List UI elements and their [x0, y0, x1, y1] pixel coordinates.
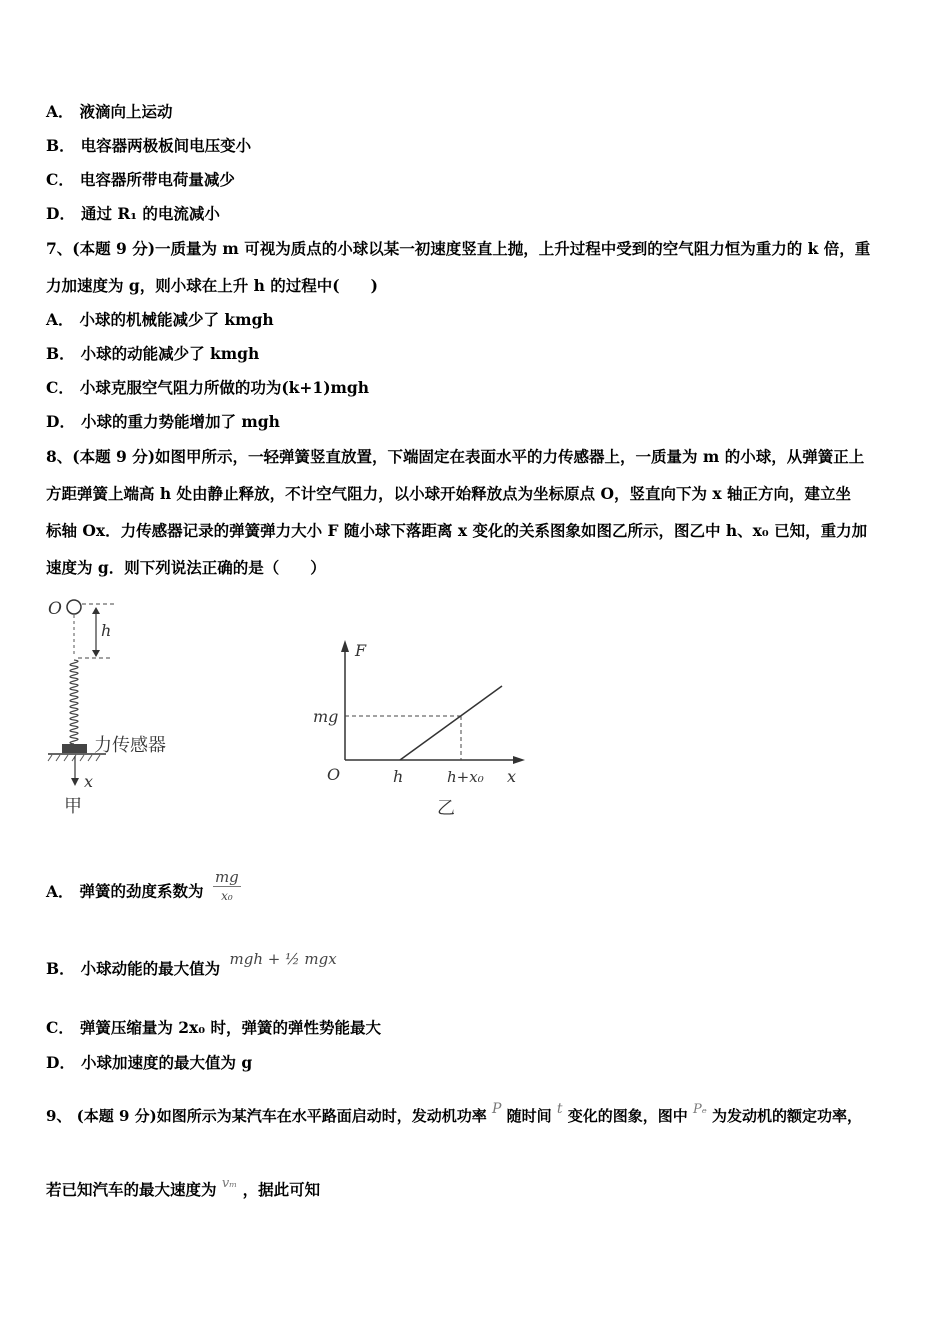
- q9-text-part1: 9、 (本题 9 分)如图所示为某汽车在水平路面启动时，发动机功率: [46, 1107, 487, 1125]
- q6-option-c: [46, 170, 235, 190]
- time-symbol: t: [556, 1101, 563, 1117]
- option-label: B．: [46, 959, 75, 978]
- option-label: C．: [46, 378, 74, 397]
- q7-stem-line2: 力加速度为 g，则小球在上升 h 的过程中( ): [46, 276, 378, 295]
- q6-option-d: [46, 204, 220, 224]
- option-label: D．: [46, 204, 75, 223]
- q8-stem-line4: 速度为 g．则下列说法正确的是（ ）: [46, 558, 326, 577]
- arrow-up-icon: [341, 640, 349, 652]
- option-text: 小球加速度的最大值为 g: [80, 1053, 253, 1072]
- q7-option-a: [46, 310, 274, 330]
- option-label: C．: [46, 1018, 74, 1037]
- spring-coil: [70, 660, 78, 744]
- q8-stem-line1: 8、(本题 9 分)如图甲所示，一轻弹簧竖直放置，下端固定在表面水平的力传感器上，一质量为 m 的小球，从弹簧正上: [46, 447, 865, 466]
- figure-jia: [44, 594, 194, 824]
- q8-option-a: [46, 868, 241, 911]
- option-label: C．: [46, 170, 74, 189]
- option-text: 小球的动能减少了 kmgh: [80, 344, 260, 363]
- q8-option-c: [46, 1018, 381, 1038]
- q8-option-b: [46, 950, 337, 979]
- q9-text-part6: ，据此可知: [242, 1180, 321, 1199]
- fraction: [213, 868, 241, 905]
- q7-stem-line1: 7、(本题 9 分)一质量为 m 可视为质点的小球以某一初速度竖直上抛，上升过程中受到的空气阻力恒为重力的 k 倍，重: [46, 239, 871, 258]
- arrow-right-icon: [513, 756, 525, 764]
- sensor-block: [62, 744, 87, 753]
- q9-text-part5: 若已知汽车的最大速度为: [46, 1180, 217, 1199]
- arrow-down-icon: [92, 650, 100, 657]
- max-speed-symbol: vₘ: [221, 1176, 238, 1191]
- q9-stem-line2: [46, 1174, 320, 1200]
- option-text: 小球动能的最大值为: [80, 959, 221, 978]
- arrow-up-icon: [92, 607, 100, 614]
- option-label: B．: [46, 136, 75, 155]
- q8-stem-line3: 标轴 Ox．力传感器记录的弹簧弹力大小 F 随小球下落距离 x 变化的关系图象如图乙所示，图乙中 h、x₀ 已知，重力加: [46, 521, 868, 540]
- origin-label: O: [48, 599, 62, 619]
- h-tick-label: h: [393, 767, 404, 786]
- figure-caption: 甲: [64, 796, 82, 817]
- figure-caption: 乙: [437, 798, 455, 819]
- option-text: 通过 R₁ 的电流减小: [80, 204, 220, 223]
- fraction-numerator: mg: [214, 868, 239, 886]
- option-text: 电容器所带电荷量减少: [79, 170, 235, 189]
- fraction-denominator: x₀: [221, 889, 233, 903]
- q7-option-d: [46, 412, 280, 432]
- option-label: B．: [46, 344, 75, 363]
- option-text: 电容器两极板间电压变小: [80, 136, 252, 155]
- option-text: 小球克服空气阻力所做的功为(k+1)mgh: [79, 378, 370, 397]
- x-axis-label: x: [507, 767, 517, 786]
- power-symbol: P: [491, 1101, 502, 1117]
- ball-icon: [67, 600, 81, 614]
- height-label: h: [101, 621, 112, 640]
- option-label: A．: [46, 310, 74, 329]
- h-plus-x0-label: h+x₀: [447, 768, 484, 786]
- ground-hatch: [48, 755, 100, 761]
- option-label: A．: [46, 881, 74, 901]
- mg-label: mg: [313, 707, 339, 726]
- option-text: 液滴向上运动: [79, 102, 173, 121]
- q8-stem-line2: 方距弹簧上端高 h 处由静止释放，不计空气阻力，以小球开始释放点为坐标原点 O，竖直向下为 x 轴正方向，建立坐: [46, 484, 851, 503]
- q9-text-part4: 为发动机的额定功率，: [712, 1107, 863, 1125]
- math-expression: mgh + ½ mgx: [229, 950, 337, 968]
- q6-option-a: [46, 102, 173, 122]
- q7-option-b: [46, 344, 259, 364]
- option-text: 弹簧的劲度系数为: [79, 881, 204, 901]
- x-label: x: [84, 772, 94, 791]
- rated-power-symbol: Pₑ: [693, 1102, 707, 1117]
- figure-yi: [305, 632, 535, 822]
- sensor-label: 力传感器: [94, 735, 166, 756]
- arrow-down-icon: [71, 778, 79, 786]
- option-label: A．: [46, 102, 74, 121]
- q6-option-b: [46, 136, 251, 156]
- q9-stem-line1: [46, 1099, 862, 1126]
- option-label: D．: [46, 412, 75, 431]
- option-text: 小球的机械能减少了 kmgh: [79, 310, 274, 329]
- q7-option-c: [46, 378, 369, 398]
- q9-text-part2: 随时间: [506, 1107, 552, 1125]
- option-label: D．: [46, 1053, 75, 1072]
- option-text: 小球的重力势能增加了 mgh: [80, 412, 280, 431]
- q9-text-part3: 变化的图象，图中: [567, 1107, 688, 1125]
- option-text: 弹簧压缩量为 2x₀ 时，弹簧的弹性势能最大: [79, 1018, 381, 1037]
- force-line: [400, 686, 502, 760]
- f-axis-label: F: [355, 641, 367, 660]
- origin-label: O: [327, 765, 341, 784]
- q8-option-d: [46, 1053, 252, 1073]
